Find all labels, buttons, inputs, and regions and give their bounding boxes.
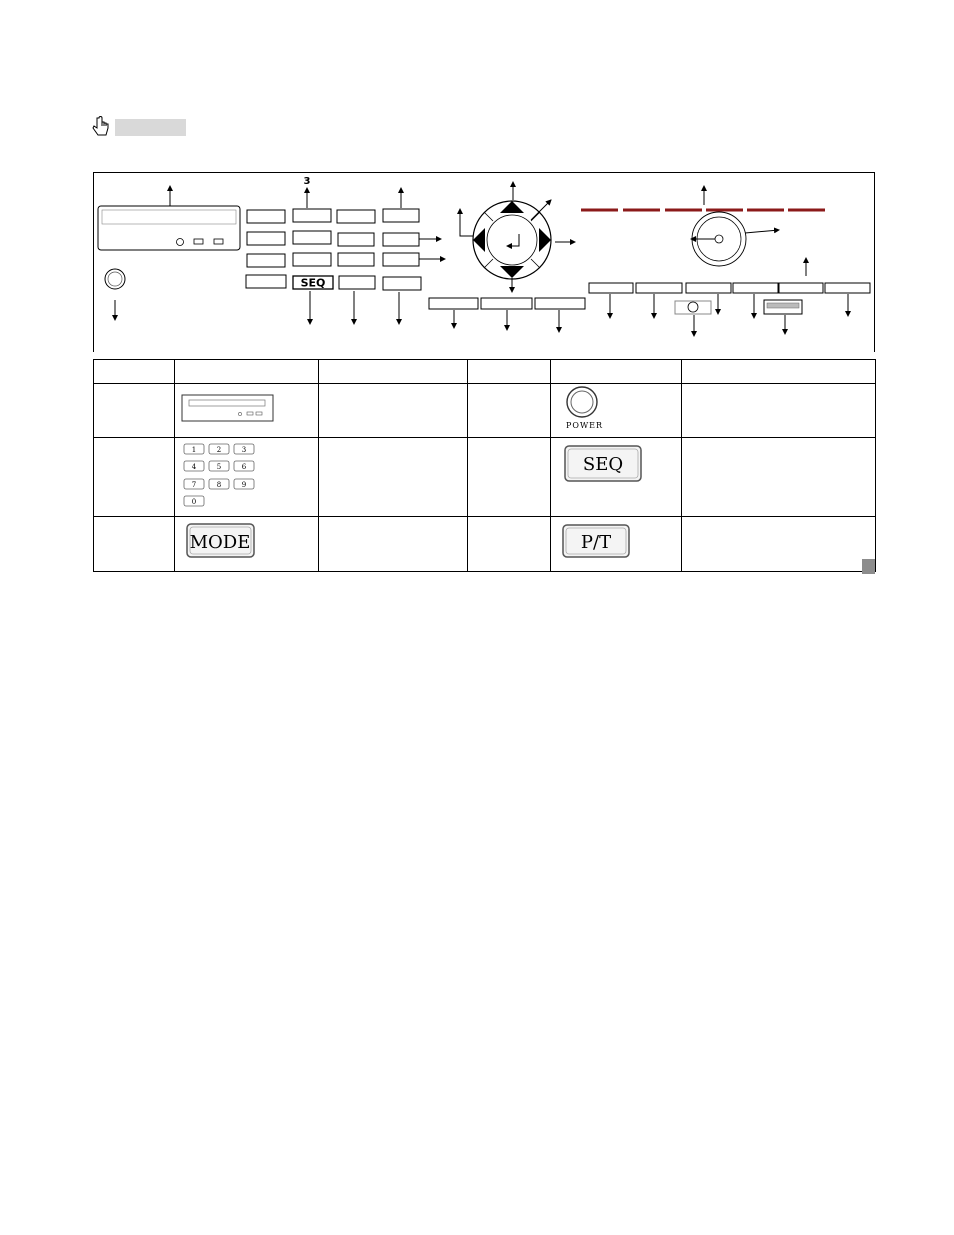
table-cell [94,517,175,572]
section-heading-highlight [115,119,186,136]
pad-row-buttons [429,298,585,309]
keypad-key: 2 [216,446,222,454]
table-row [94,438,876,517]
table-cell [468,360,551,384]
table-cell [682,360,876,384]
table-row [94,384,876,438]
table-cell [319,384,468,438]
power-icon-label: POWER [566,421,604,430]
direction-pad [460,182,575,292]
table-cell [175,517,319,572]
mode-icon-label: MODE [189,532,251,553]
dvd-drive-icon [175,384,319,432]
table-cell [551,384,682,438]
page-marker [862,559,875,574]
table-cell [94,360,175,384]
table-cell [319,360,468,384]
table-cell [682,384,876,438]
keypad-key: 1 [191,446,197,454]
jog-shuttle [691,212,779,266]
seq-key-label: SEQ [300,276,326,290]
table-header-row [94,360,876,384]
table-cell [551,517,682,572]
keypad-key: 6 [241,463,247,471]
table-cell [319,438,468,517]
numeric-keypad-icon [175,438,319,511]
pointing-hand-icon [90,116,110,138]
keypad-key: 4 [191,463,197,471]
table-cell [319,517,468,572]
keypad-key: 8 [216,481,222,489]
table-cell [94,438,175,517]
table-cell [175,384,319,438]
table-row [94,517,876,572]
front-panel-drawing [93,172,875,352]
table-cell [551,438,682,517]
table-cell [175,438,319,517]
keypad-buttons [246,209,421,290]
power-button [105,269,125,320]
pt-button-icon [551,517,682,566]
power-button-icon [551,384,682,432]
table-cell [468,438,551,517]
table-cell [468,517,551,572]
dvd-drive [98,186,240,250]
parts-table [93,359,876,572]
table-cell [551,360,682,384]
keypad-key: 5 [216,463,222,471]
table-cell [682,438,876,517]
table-cell [94,384,175,438]
keypad-key: 0 [191,498,197,506]
keypad-key: 3 [241,446,247,454]
pt-icon-label: P/T [580,532,612,553]
function-buttons [589,283,870,293]
front-panel-diagram [93,172,875,352]
table-cell [468,384,551,438]
table-cell [175,360,319,384]
callout-number: 3 [303,176,311,187]
mode-button-icon [175,517,319,566]
keypad-key: 7 [191,481,197,489]
keypad-key: 9 [241,481,247,489]
seq-icon-label: SEQ [582,454,624,475]
seq-button-icon [551,438,682,511]
table-cell [682,517,876,572]
